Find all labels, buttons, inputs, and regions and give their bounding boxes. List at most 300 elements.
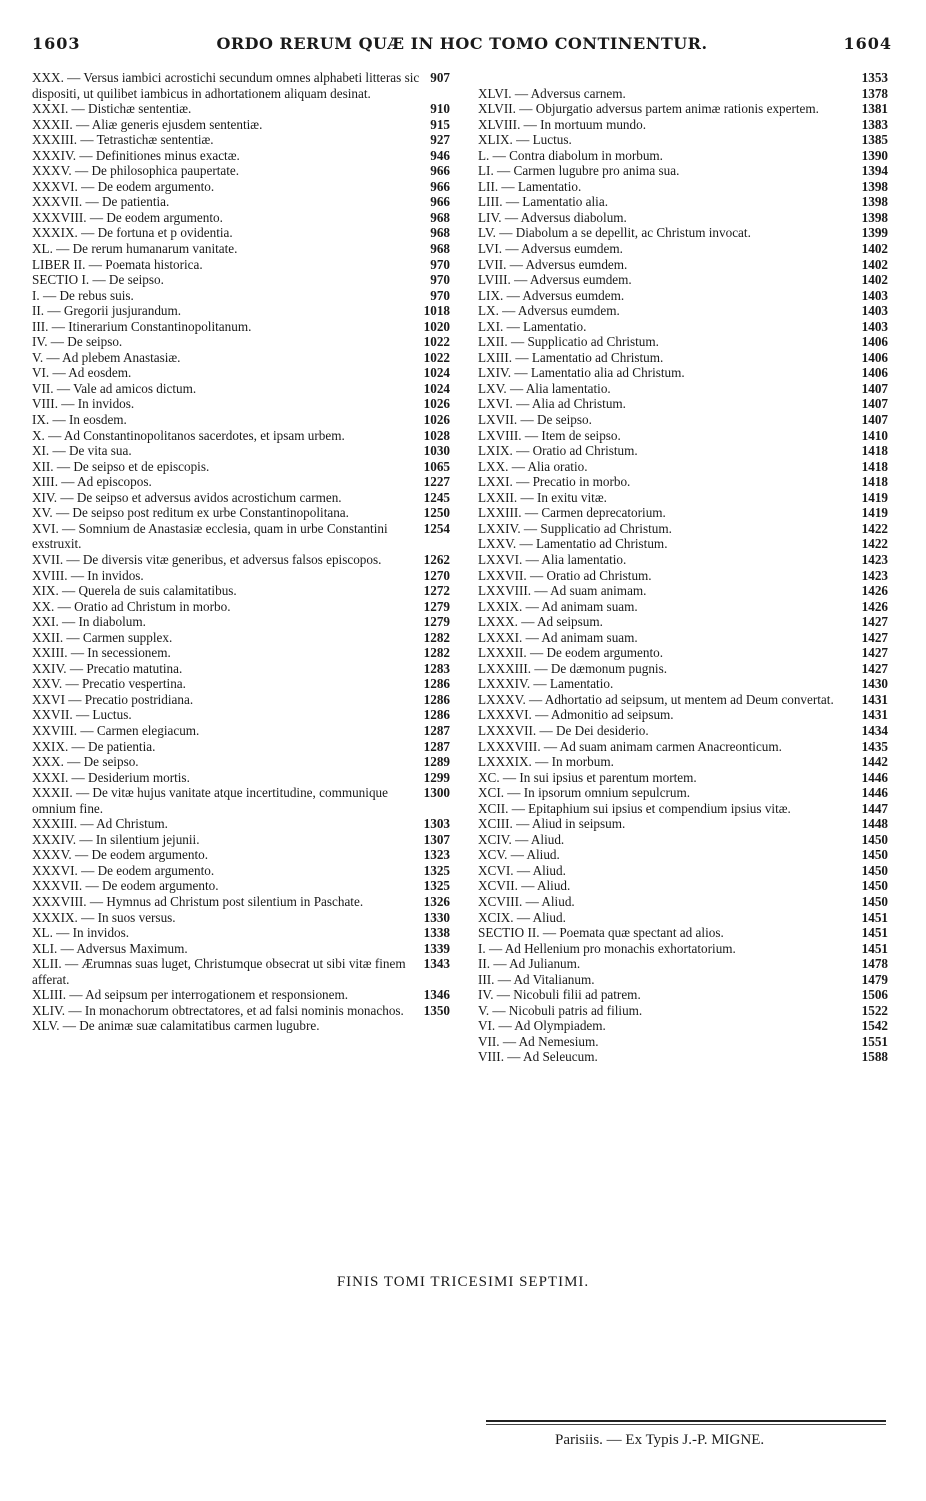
toc-page-number: 1279 xyxy=(423,598,450,614)
toc-page-number: 1588 xyxy=(861,1049,888,1065)
toc-entry-title: LXIV. — Lamentatio alia ad Christum. xyxy=(478,365,685,381)
toc-entry-title: LXXXI. — Ad animam suam. xyxy=(478,629,638,645)
toc-entry-title: VI. — Ad Olympiadem. xyxy=(478,1018,606,1034)
toc-page-number: 1451 xyxy=(861,925,888,941)
toc-page-number: 907 xyxy=(430,70,450,85)
toc-entry xyxy=(478,552,888,568)
toc-entry-title: XVII. — De diversis vitæ generibus, et adversus falsos episcopos. xyxy=(32,551,382,567)
toc-entry-title: XXXVI. — De eodem argumento. xyxy=(32,862,215,878)
toc-page-number: 1478 xyxy=(861,956,888,972)
toc-entry xyxy=(32,785,450,816)
toc-entry-title: LXVIII. — Item de seipso. xyxy=(478,427,621,443)
toc-entry-title: LXXXVIII. — Ad suam animam carmen Anacreonticum. xyxy=(478,738,782,754)
toc-page-number: 1022 xyxy=(423,349,450,365)
toc-entry xyxy=(32,894,450,910)
page-number-right: 1604 xyxy=(843,34,892,53)
printer-imprint: Parisiis. — Ex Typis J.-P. MIGNE. xyxy=(555,1432,765,1448)
toc-page-number: 1300 xyxy=(423,785,450,801)
toc-entry-title: XCII. — Epitaphium sui ipsius et compendium ipsius vitæ. xyxy=(478,800,791,816)
toc-entry xyxy=(32,365,450,381)
toc-entry xyxy=(32,552,450,568)
toc-page-number: 1338 xyxy=(423,925,450,941)
toc-entry-title: LX. — Adversus eumdem. xyxy=(478,303,620,319)
toc-entry xyxy=(478,630,888,646)
toc-page-number: 966 xyxy=(430,194,450,210)
toc-entry-title: XLVI. — Adversus carnem. xyxy=(478,85,626,101)
toc-entry xyxy=(32,117,450,133)
toc-page-number: 1450 xyxy=(861,831,888,847)
toc-entry-title: XCVI. — Aliud. xyxy=(478,862,566,878)
toc-page-number: 1542 xyxy=(861,1018,888,1034)
toc-page-number: 1450 xyxy=(861,862,888,878)
toc-entry-title: XXXIX. — De fortuna et p ovidentia. xyxy=(32,225,233,241)
toc-page-number: 1262 xyxy=(423,551,450,567)
toc-entry xyxy=(478,863,888,879)
toc-page-number: 1272 xyxy=(423,583,450,599)
toc-entry xyxy=(478,1018,888,1034)
toc-page-number: 1254 xyxy=(423,520,450,536)
toc-entry-title: LXX. — Alia oratio. xyxy=(478,458,588,474)
toc-entry-title: LXXX. — Ad seipsum. xyxy=(478,614,603,630)
toc-entry xyxy=(32,770,450,786)
toc-entry xyxy=(32,179,450,195)
toc-entry xyxy=(478,86,888,102)
toc-page-number: 970 xyxy=(430,256,450,272)
toc-page-number: 1422 xyxy=(861,520,888,536)
toc-entry xyxy=(478,350,888,366)
toc-entry xyxy=(478,117,888,133)
toc-entry-title: LI. — Carmen lugubre pro anima sua. xyxy=(478,163,680,179)
toc-page-number: 1026 xyxy=(423,396,450,412)
toc-entry xyxy=(478,412,888,428)
toc-entry xyxy=(478,225,888,241)
toc-entry-title: XXXVII. — De eodem argumento. xyxy=(32,878,219,894)
toc-entry-title: LXXIX. — Ad animam suam. xyxy=(478,598,638,614)
toc-entry-title: IV. — Nicobuli filii ad patrem. xyxy=(478,987,641,1003)
colophon-finis: FINIS TOMI TRICESIMI SEPTIMI. xyxy=(336,1274,590,1290)
toc-entry xyxy=(478,1003,888,1019)
toc-page-number: 1427 xyxy=(861,645,888,661)
toc-entry xyxy=(32,832,450,848)
toc-page-number: 970 xyxy=(430,287,450,303)
toc-entry-title: LXXVI. — Alia lamentatio. xyxy=(478,551,627,567)
toc-page-number: 1434 xyxy=(861,722,888,738)
toc-entry-title: V. — Ad plebem Anastasiæ. xyxy=(32,349,181,365)
toc-entry-title: XXIV. — Precatio matutina. xyxy=(32,660,183,676)
toc-entry-title: XLIV. — In monachorum obtrectatores, et ad falsi nominis monachos. xyxy=(32,1002,404,1018)
toc-entry xyxy=(478,459,888,475)
toc-page-number: 1325 xyxy=(423,878,450,894)
toc-entry xyxy=(32,847,450,863)
toc-entry-title: LXXV. — Lamentatio ad Christum. xyxy=(478,536,668,552)
toc-page-number: 915 xyxy=(430,116,450,132)
toc-page-number: 1282 xyxy=(423,645,450,661)
toc-entry xyxy=(478,163,888,179)
toc-entry xyxy=(32,878,450,894)
toc-page-number: 1022 xyxy=(423,334,450,350)
toc-page-number: 1403 xyxy=(861,287,888,303)
toc-entry-title: XVI. — Somnium de Anastasiæ ecclesia, quam in urbe Constantini exstruxit. xyxy=(32,520,388,552)
toc-entry-title: XLV. — De animæ suæ calamitatibus carmen lugubre. xyxy=(32,1018,320,1034)
toc-entry xyxy=(32,521,450,552)
toc-entry xyxy=(32,381,450,397)
toc-entry-title: SECTIO I. — De seipso. xyxy=(32,272,164,288)
toc-entry xyxy=(478,272,888,288)
toc-page-number: 1451 xyxy=(861,909,888,925)
toc-page-number: 946 xyxy=(430,147,450,163)
toc-entry xyxy=(32,723,450,739)
toc-entry xyxy=(32,257,450,273)
toc-entry xyxy=(478,319,888,335)
toc-entry xyxy=(478,878,888,894)
toc-entry-title: XXII. — Carmen supplex. xyxy=(32,629,173,645)
toc-entry xyxy=(32,334,450,350)
toc-entry-title: XLVII. — Objurgatio adversus partem animæ rationis expertem. xyxy=(478,101,819,117)
toc-entry xyxy=(32,583,450,599)
toc-page-number: 910 xyxy=(430,101,450,117)
toc-entry-title: L. — Contra diabolum in morbum. xyxy=(478,147,663,163)
toc-entry-title: XL. — In invidos. xyxy=(32,925,130,941)
toc-page-number: 1287 xyxy=(423,738,450,754)
toc-entry xyxy=(478,505,888,521)
toc-entry-title: III. — Itinerarium Constantinopolitanum. xyxy=(32,318,252,334)
toc-entry xyxy=(478,739,888,755)
toc-page-number: 1419 xyxy=(861,489,888,505)
page-header xyxy=(32,34,892,58)
toc-page-number: 1346 xyxy=(423,987,450,1003)
toc-entry xyxy=(32,925,450,941)
toc-entry-title: XXVI — Precatio postridiana. xyxy=(32,691,194,707)
toc-page-number: 1250 xyxy=(423,505,450,521)
toc-entry-title: XXX. — Versus iambici acrostichi secundum omnes alphabeti litteras sic dispositi, ut quilibet iambicus in adhortationem aliquam desinat. xyxy=(32,70,420,101)
toc-entry xyxy=(32,474,450,490)
toc-entry-title: LIX. — Adversus eumdem. xyxy=(478,287,625,303)
toc-page-number: 1390 xyxy=(861,147,888,163)
imprint-rule xyxy=(486,1420,886,1422)
right-column xyxy=(478,70,888,1065)
toc-page-number: 1423 xyxy=(861,567,888,583)
toc-entry-title: XCVII. — Aliud. xyxy=(478,878,571,894)
toc-entry xyxy=(478,490,888,506)
page-number-left: 1603 xyxy=(32,34,81,53)
toc-entry-title: LXXII. — In exitu vitæ. xyxy=(478,489,607,505)
toc-page-number: 1406 xyxy=(861,365,888,381)
toc-page-number: 1398 xyxy=(861,194,888,210)
toc-entry xyxy=(478,521,888,537)
toc-entry-title: XXXVII. — De patientia. xyxy=(32,194,170,210)
toc-entry xyxy=(32,568,450,584)
toc-entry xyxy=(478,972,888,988)
toc-page-number: 1350 xyxy=(423,1002,450,1018)
toc-page-number: 1282 xyxy=(423,629,450,645)
toc-entry-title: XXI. — In diabolum. xyxy=(32,614,146,630)
toc-page-number: 1422 xyxy=(861,536,888,552)
toc-entry xyxy=(478,754,888,770)
toc-entry-title: XXX. — De seipso. xyxy=(32,754,139,770)
toc-entry xyxy=(32,459,450,475)
toc-entry xyxy=(32,676,450,692)
toc-entry-title: XLI. — Adversus Maximum. xyxy=(32,940,188,956)
toc-page-number: 1402 xyxy=(861,256,888,272)
toc-page-number: 1279 xyxy=(423,614,450,630)
toc-entry-title: XLIII. — Ad seipsum per interrogationem et responsionem. xyxy=(32,987,349,1003)
toc-page-number: 1024 xyxy=(423,365,450,381)
toc-entry-title: XXXIV. — In silentium jejunii. xyxy=(32,831,200,847)
toc-page-number: 1423 xyxy=(861,551,888,567)
toc-page-number: 1026 xyxy=(423,412,450,428)
toc-entry xyxy=(478,785,888,801)
toc-page-number: 1245 xyxy=(423,489,450,505)
toc-entry-title: XI. — De vita sua. xyxy=(32,443,132,459)
toc-entry xyxy=(478,661,888,677)
toc-entry-title: LIII. — Lamentatio alia. xyxy=(478,194,608,210)
toc-entry-title: XCIX. — Aliud. xyxy=(478,909,566,925)
toc-entry xyxy=(32,350,450,366)
toc-page-number: 966 xyxy=(430,178,450,194)
toc-entry-title: XXV. — Precatio vespertina. xyxy=(32,676,186,692)
toc-page-number: 1407 xyxy=(861,396,888,412)
toc-entry-title: XLIX. — Luctus. xyxy=(478,132,572,148)
toc-entry-title: XLVIII. — In mortuum mundo. xyxy=(478,116,647,132)
toc-entry-title: XXXIII. — Ad Christum. xyxy=(32,816,168,832)
toc-entry-title: XCIV. — Aliud. xyxy=(478,831,565,847)
toc-entry xyxy=(478,443,888,459)
toc-entry-title: XV. — De seipso post reditum ex urbe Constantinopolitana. xyxy=(32,505,349,521)
toc-page-number: 1030 xyxy=(423,443,450,459)
toc-entry xyxy=(32,101,450,117)
toc-entry-title: VI. — Ad eosdem. xyxy=(32,365,132,381)
toc-page-number: 1330 xyxy=(423,909,450,925)
toc-entry-title: XCI. — In ipsorum omnium sepulcrum. xyxy=(478,785,691,801)
toc-entry xyxy=(478,816,888,832)
toc-entry-title: XXVIII. — Carmen elegiacum. xyxy=(32,722,200,738)
toc-page-number: 1448 xyxy=(861,816,888,832)
toc-entry xyxy=(32,956,450,987)
toc-entry-title: XXXIV. — Definitiones minus exactæ. xyxy=(32,147,240,163)
toc-page-number: 1286 xyxy=(423,707,450,723)
toc-entry xyxy=(478,910,888,926)
toc-page-number: 1522 xyxy=(861,1002,888,1018)
toc-page-number: 1326 xyxy=(423,893,450,909)
toc-page-number: 927 xyxy=(430,132,450,148)
toc-entry xyxy=(478,707,888,723)
toc-entry xyxy=(478,801,888,817)
toc-entry-title: LXVII. — De seipso. xyxy=(478,412,592,428)
toc-page-number: 1323 xyxy=(423,847,450,863)
toc-entry-title: LXXXVI. — Admonitio ad seipsum. xyxy=(478,707,674,723)
toc-entry xyxy=(478,987,888,1003)
toc-page-number: 1406 xyxy=(861,334,888,350)
toc-page-number: 1378 xyxy=(861,85,888,101)
toc-entry xyxy=(32,288,450,304)
toc-entry-title: LXV. — Alia lamentatio. xyxy=(478,380,611,396)
toc-entry-title: LV. — Diabolum a se depellit, ac Christum invocat. xyxy=(478,225,751,241)
toc-page-number: 1418 xyxy=(861,458,888,474)
toc-entry-title: VII. — Ad Nemesium. xyxy=(478,1033,599,1049)
toc-entry-title: XCIII. — Aliud in seipsum. xyxy=(478,816,626,832)
toc-page-number: 1419 xyxy=(861,505,888,521)
toc-page-number: 1426 xyxy=(861,583,888,599)
toc-page-number: 1506 xyxy=(861,987,888,1003)
toc-entry xyxy=(32,692,450,708)
toc-entry-title: LXVI. — Alia ad Christum. xyxy=(478,396,626,412)
toc-entry xyxy=(478,614,888,630)
toc-entry-title: LXI. — Lamentatio. xyxy=(478,318,587,334)
running-title: ORDO RERUM QUÆ IN HOC TOMO CONTINENTUR. xyxy=(216,34,708,53)
toc-entry xyxy=(478,148,888,164)
toc-page-number: 1307 xyxy=(423,831,450,847)
toc-page-number: 1451 xyxy=(861,940,888,956)
toc-page-number: 1446 xyxy=(861,769,888,785)
toc-entry xyxy=(478,381,888,397)
toc-entry-title: LXXXIX. — In morbum. xyxy=(478,754,614,770)
toc-entry-title: XXXVIII. — De eodem argumento. xyxy=(32,209,223,225)
toc-entry xyxy=(478,925,888,941)
toc-page-number: 966 xyxy=(430,163,450,179)
toc-entry-title: IX. — In eosdem. xyxy=(32,412,127,428)
toc-page-number: 1394 xyxy=(861,163,888,179)
toc-entry-title: XXXV. — De philosophica paupertate. xyxy=(32,163,240,179)
toc-entry xyxy=(478,257,888,273)
toc-page-number: 1286 xyxy=(423,691,450,707)
toc-entry-title: IV. — De seipso. xyxy=(32,334,123,350)
toc-entry-title: LIV. — Adversus diabolum. xyxy=(478,209,627,225)
toc-page-number: 1407 xyxy=(861,412,888,428)
toc-entry xyxy=(32,707,450,723)
toc-entry xyxy=(32,599,450,615)
toc-entry xyxy=(32,443,450,459)
toc-entry xyxy=(478,583,888,599)
toc-page-number: 1418 xyxy=(861,474,888,490)
toc-page-number: 1418 xyxy=(861,443,888,459)
toc-page-number: 1446 xyxy=(861,785,888,801)
toc-entry-title: XXXI. — Distichæ sententiæ. xyxy=(32,101,192,117)
toc-entry-title: LII. — Lamentatio. xyxy=(478,178,582,194)
toc-entry-title: V. — Nicobuli patris ad filium. xyxy=(478,1002,643,1018)
toc-page-number: 970 xyxy=(430,272,450,288)
toc-entry-title: XIV. — De seipso et adversus avidos acrostichum carmen. xyxy=(32,489,342,505)
toc-entry xyxy=(32,614,450,630)
toc-entry xyxy=(478,1049,888,1065)
toc-entry xyxy=(32,194,450,210)
toc-entry-title: LXXXIV. — Lamentatio. xyxy=(478,676,614,692)
toc-entry-title: II. — Gregorii jusjurandum. xyxy=(32,303,182,319)
toc-entry-title: XX. — Oratio ad Christum in morbo. xyxy=(32,598,231,614)
toc-page-number: 1325 xyxy=(423,862,450,878)
toc-page-number: 1287 xyxy=(423,722,450,738)
toc-page-number: 1551 xyxy=(861,1033,888,1049)
toc-page-number: 1303 xyxy=(423,816,450,832)
toc-entry-title: XCVIII. — Aliud. xyxy=(478,893,575,909)
toc-entry xyxy=(32,163,450,179)
toc-page-number: 1479 xyxy=(861,971,888,987)
toc-entry xyxy=(478,599,888,615)
toc-entry xyxy=(32,412,450,428)
toc-page-number: 1450 xyxy=(861,893,888,909)
toc-entry-title: LXXVII. — Oratio ad Christum. xyxy=(478,567,652,583)
toc-page-number: 968 xyxy=(430,241,450,257)
toc-page-number: 1018 xyxy=(423,303,450,319)
toc-entry xyxy=(32,490,450,506)
toc-entry-title: SECTIO II. — Poemata quæ spectant ad alios. xyxy=(478,925,724,941)
left-column xyxy=(32,70,450,1034)
toc-entry-title: XXXIII. — Tetrastichæ sententiæ. xyxy=(32,132,214,148)
toc-entry xyxy=(478,832,888,848)
toc-entry-title: XXIX. — De patientia. xyxy=(32,738,156,754)
toc-page-number: 968 xyxy=(430,209,450,225)
toc-entry-title: XXXV. — De eodem argumento. xyxy=(32,847,209,863)
toc-entry xyxy=(478,210,888,226)
toc-entry xyxy=(478,288,888,304)
toc-entry-title: VIII. — In invidos. xyxy=(32,396,135,412)
toc-entry xyxy=(32,816,450,832)
toc-page-number: 1270 xyxy=(423,567,450,583)
toc-page-number: 1406 xyxy=(861,349,888,365)
toc-entry xyxy=(478,894,888,910)
toc-entry-title: LVII. — Adversus eumdem. xyxy=(478,256,628,272)
toc-entry xyxy=(32,303,450,319)
toc-entry-title: III. — Ad Vitalianum. xyxy=(478,971,595,987)
toc-page-number: 1402 xyxy=(861,272,888,288)
toc-page-number: 1450 xyxy=(861,878,888,894)
toc-entry-title: XXXVIII. — Hymnus ad Christum post silentium in Paschate. xyxy=(32,893,364,909)
toc-entry xyxy=(478,303,888,319)
toc-entry xyxy=(32,910,450,926)
toc-entry-title: XXIII. — In secessionem. xyxy=(32,645,171,661)
toc-entry xyxy=(478,334,888,350)
toc-page-number: 1339 xyxy=(423,940,450,956)
toc-entry-title: LXXXIII. — De dæmonum pugnis. xyxy=(478,660,668,676)
toc-entry-title: II. — Ad Julianum. xyxy=(478,956,581,972)
toc-entry xyxy=(478,194,888,210)
toc-entry xyxy=(478,132,888,148)
toc-page-number: 1283 xyxy=(423,660,450,676)
toc-page-number: 1431 xyxy=(861,691,888,707)
toc-entry-title: LXII. — Supplicatio ad Christum. xyxy=(478,334,659,350)
toc-entry-title: LXXXV. — Adhortatio ad seipsum, ut mentem ad Deum convertat. xyxy=(478,691,834,707)
toc-entry xyxy=(32,70,450,101)
toc-entry xyxy=(478,428,888,444)
toc-page-number: 1403 xyxy=(861,303,888,319)
toc-entry xyxy=(478,179,888,195)
toc-entry-title: LVIII. — Adversus eumdem. xyxy=(478,272,632,288)
toc-entry xyxy=(478,365,888,381)
toc-page-number: 1427 xyxy=(861,614,888,630)
toc-entry-title: XL. — De rerum humanarum vanitate. xyxy=(32,241,238,257)
toc-entry-title: XIII. — Ad episcopos. xyxy=(32,474,152,490)
toc-page-number: 1299 xyxy=(423,769,450,785)
toc-page-number: 1410 xyxy=(861,427,888,443)
toc-entry xyxy=(478,101,888,117)
toc-entry-title: X. — Ad Constantinopolitanos sacerdotes, et ipsam urbem. xyxy=(32,427,345,443)
toc-entry-title: LXXXVII. — De Dei desiderio. xyxy=(478,722,649,738)
toc-entry xyxy=(32,1003,450,1019)
toc-page-number: 1435 xyxy=(861,738,888,754)
toc-entry xyxy=(32,428,450,444)
toc-entry xyxy=(32,739,450,755)
toc-entry-title: LXXIV. — Supplicatio ad Christum. xyxy=(478,520,672,536)
toc-entry xyxy=(478,956,888,972)
toc-page-number: 1447 xyxy=(861,800,888,816)
toc-entry-title: I. — De rebus suis. xyxy=(32,287,134,303)
toc-entry-title: XVIII. — In invidos. xyxy=(32,567,144,583)
toc-entry xyxy=(32,661,450,677)
toc-entry-title: I. — Ad Hellenium pro monachis exhortatorium. xyxy=(478,940,736,956)
toc-entry xyxy=(32,754,450,770)
toc-entry-title: VIII. — Ad Seleucum. xyxy=(478,1049,598,1065)
toc-entry-title: LXXXII. — De eodem argumento. xyxy=(478,645,664,661)
toc-page-number: 1450 xyxy=(861,847,888,863)
